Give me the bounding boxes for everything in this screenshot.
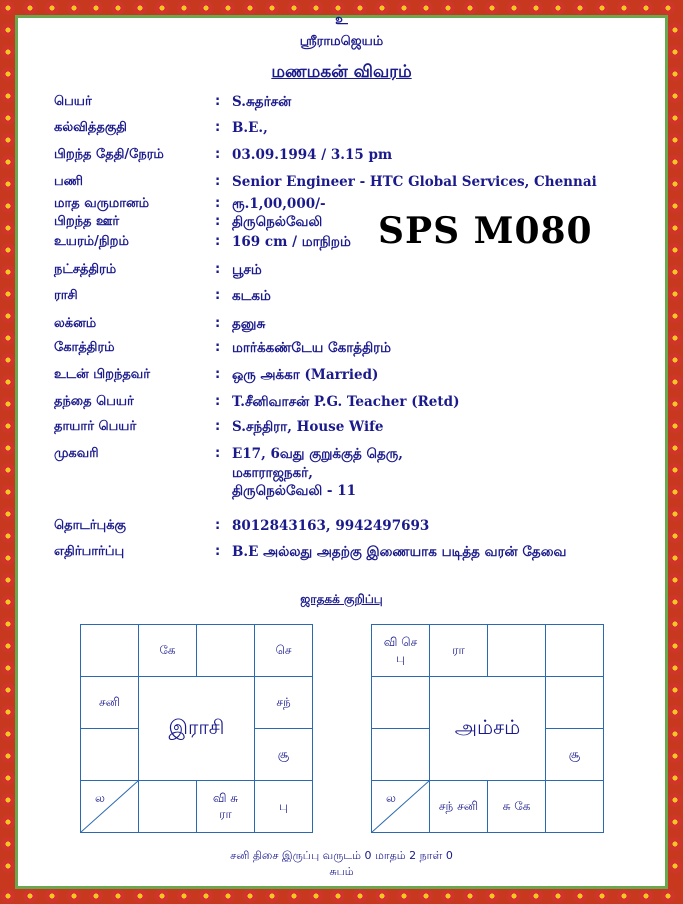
flower-ornament: [1, 133, 15, 147]
flower-ornament: [1, 221, 15, 235]
flower-ornament: [1, 441, 15, 455]
amsam-house-planets: சு கே: [502, 798, 531, 813]
flower-ornament: [1, 661, 15, 675]
flower-ornament: [1, 485, 15, 499]
flower-ornament: [1, 375, 15, 389]
flower-ornament: [668, 331, 682, 345]
detail-value: ரூ.1,00,000/-: [232, 196, 326, 212]
detail-colon: :: [215, 147, 221, 162]
detail-colon: :: [215, 94, 221, 109]
flower-ornament: [668, 727, 682, 741]
rasi-house-cell: [255, 677, 313, 729]
flower-ornament: [668, 771, 682, 785]
amsam-house-planets: சூ: [568, 746, 581, 761]
amsam-house-cell: [372, 625, 430, 677]
flower-ornament: [155, 889, 169, 903]
flower-ornament: [668, 485, 682, 499]
flower-ornament: [287, 889, 301, 903]
flower-ornament: [89, 889, 103, 903]
amsam-house-planets: ல: [386, 791, 396, 805]
detail-label: உடன் பிறந்தவர்: [54, 367, 151, 382]
detail-colon: :: [215, 262, 221, 277]
rasi-house-cell: [255, 781, 313, 833]
detail-colon: :: [215, 120, 221, 135]
flower-ornament: [668, 397, 682, 411]
detail-value: T.சீனிவாசன் P.G. Teacher (Retd): [232, 394, 460, 410]
flower-ornament: [1, 889, 15, 903]
flower-ornament: [668, 89, 682, 103]
amsam-house-cell: [372, 729, 430, 781]
flower-ornament: [639, 889, 653, 903]
flower-ornament: [353, 889, 367, 903]
amsam-house-planets: சந் சனி: [438, 798, 479, 813]
rasi-house-planets: சூ: [277, 746, 290, 761]
detail-colon: :: [215, 518, 221, 533]
detail-value: திருநெல்வேலி: [232, 214, 323, 230]
detail-colon: :: [215, 340, 221, 355]
amsam-chart: [371, 624, 604, 833]
flower-ornament: [529, 889, 543, 903]
flower-ornament: [1, 463, 15, 477]
detail-label: பிறந்த தேதி/நேரம்: [54, 147, 164, 162]
detail-colon: :: [215, 174, 221, 189]
amsam-house-cell: [546, 625, 604, 677]
amsam-house-cell: [372, 677, 430, 729]
flower-ornament: [617, 889, 631, 903]
rasi-house-cell: [197, 625, 255, 677]
flower-ornament: [668, 133, 682, 147]
rasi-house-planets: சந்: [276, 694, 291, 709]
detail-colon: :: [215, 446, 221, 461]
closing-blessing: சுபம்: [329, 865, 354, 878]
flower-ornament: [668, 793, 682, 807]
rasi-house-cell: [81, 625, 139, 677]
flower-ornament: [661, 889, 675, 903]
flower-ornament: [419, 889, 433, 903]
rasi-house-planets: ல: [95, 791, 105, 805]
flower-ornament: [1, 683, 15, 697]
flower-ornament: [23, 889, 37, 903]
flower-ornament: [668, 683, 682, 697]
flower-ornament: [1, 177, 15, 191]
flower-ornament: [668, 419, 682, 433]
flower-ornament: [668, 243, 682, 257]
detail-colon: :: [215, 196, 221, 211]
amsam-center-label: அம்சம்: [430, 677, 546, 781]
profile-code: SPS M080: [378, 210, 593, 252]
detail-label: லக்னம்: [54, 316, 97, 331]
detail-colon: :: [215, 394, 221, 409]
detail-value: E17, 6வது குறுக்குத் தெரு,: [232, 446, 403, 462]
flower-ornament: [1, 617, 15, 631]
flower-ornament: [177, 889, 191, 903]
amsam-house-cell: [546, 781, 604, 833]
page-title: மணமகன் விவரம்: [271, 62, 412, 82]
flower-ornament: [668, 529, 682, 543]
flower-ornament: [1, 331, 15, 345]
flower-ornament: [668, 551, 682, 565]
flower-ornament: [1, 793, 15, 807]
detail-label: ராசி: [54, 288, 78, 303]
rasi-house-cell: [255, 729, 313, 781]
flower-ornament: [1, 727, 15, 741]
flower-ornament: [668, 265, 682, 279]
flower-ornament: [243, 889, 257, 903]
rasi-house-planets: பு: [279, 798, 288, 813]
amsam-house-planets: வி செ பு: [383, 634, 418, 665]
detail-colon: :: [215, 316, 221, 331]
flower-ornament: [595, 889, 609, 903]
detail-label: பணி: [54, 174, 84, 189]
flower-ornament: [668, 463, 682, 477]
rasi-center-label: இராசி: [139, 677, 255, 781]
flower-ornament: [1, 639, 15, 653]
flower-ornament: [668, 287, 682, 301]
rasi-house-cell: [81, 729, 139, 781]
flower-ornament: [668, 375, 682, 389]
flower-ornament: [668, 155, 682, 169]
flower-ornament: [668, 221, 682, 235]
flower-ornament: [1, 155, 15, 169]
detail-value: 169 cm / மாநிறம்: [232, 234, 351, 250]
flower-ornament: [668, 507, 682, 521]
detail-value: ஒரு அக்கா (Married): [232, 367, 379, 383]
flower-ornament: [111, 889, 125, 903]
flower-ornament: [551, 889, 565, 903]
flower-ornament: [1, 199, 15, 213]
flower-ornament: [1, 419, 15, 433]
detail-value: பூசம்: [232, 262, 262, 278]
detail-value: 8012843163, 9942497693: [232, 518, 430, 534]
flower-ornament: [397, 889, 411, 903]
flower-ornament: [485, 889, 499, 903]
flower-ornament: [375, 889, 389, 903]
flower-ornament: [668, 617, 682, 631]
flower-ornament: [1, 353, 15, 367]
detail-value: Senior Engineer - HTC Global Services, Chennai: [232, 174, 597, 190]
rasi-house-planets: வி சு ரா: [212, 790, 239, 821]
detail-label: மாத வருமானம்: [54, 196, 150, 211]
rasi-house-cell: [255, 625, 313, 677]
flower-ornament: [265, 889, 279, 903]
flower-ornament: [1, 309, 15, 323]
amsam-house-cell: [488, 781, 546, 833]
flower-ornament: [199, 889, 213, 903]
flower-ornament: [1, 551, 15, 565]
detail-label: கல்வித்தகுதி: [54, 120, 127, 135]
flower-ornament: [668, 177, 682, 191]
detail-label: தந்தை பெயர்: [54, 394, 134, 409]
detail-colon: :: [215, 544, 221, 559]
amsam-house-planets: ரா: [452, 642, 465, 657]
flower-ornament: [668, 353, 682, 367]
detail-value: கடகம்: [232, 288, 271, 304]
detail-value: மார்க்கண்டேய கோத்திரம்: [232, 340, 391, 356]
flower-ornament: [1, 573, 15, 587]
flower-ornament: [668, 111, 682, 125]
invocation-title: ஸ்ரீராமஜெயம்: [299, 34, 384, 49]
pillaiyar-suzhi: உ: [335, 12, 348, 28]
flower-ornament: [668, 749, 682, 763]
detail-colon: :: [215, 234, 221, 249]
flower-ornament: [668, 705, 682, 719]
flower-ornament: [331, 889, 345, 903]
detail-colon: :: [215, 288, 221, 303]
flower-ornament: [668, 815, 682, 829]
flower-ornament: [441, 889, 455, 903]
flower-ornament: [1, 507, 15, 521]
rasi-chart: [80, 624, 313, 833]
detail-label: முகவரி: [54, 446, 99, 461]
detail-value: மகாராஜநகர்,: [232, 465, 313, 481]
rasi-house-planets: செ: [275, 642, 292, 657]
detail-label: நட்சத்திரம்: [54, 262, 117, 277]
detail-value: 03.09.1994 / 3.15 pm: [232, 147, 393, 163]
detail-label: பிறந்த ஊர்: [54, 214, 120, 229]
detail-label: எதிர்பார்ப்பு: [54, 544, 125, 559]
flower-ornament: [668, 441, 682, 455]
amsam-house-cell: [372, 781, 430, 833]
flower-ornament: [1, 771, 15, 785]
amsam-house-cell: [546, 729, 604, 781]
detail-value: S.சுதர்சன்: [232, 94, 292, 110]
flower-ornament: [67, 889, 81, 903]
horoscope-heading: ஜாதகக் குறிப்பு: [300, 592, 383, 606]
flower-ornament: [507, 889, 521, 903]
flower-ornament: [573, 889, 587, 903]
detail-label: தொடர்புக்கு: [54, 518, 126, 533]
rasi-house-cell: [139, 781, 197, 833]
flower-ornament: [668, 661, 682, 675]
flower-ornament: [668, 573, 682, 587]
amsam-house-cell: [430, 781, 488, 833]
flower-ornament: [668, 639, 682, 653]
rasi-house-cell: [197, 781, 255, 833]
rasi-house-cell: [81, 677, 139, 729]
rasi-house-planets: சனி: [99, 694, 120, 709]
detail-colon: :: [215, 419, 221, 434]
lagna-diagonal: [81, 781, 138, 832]
amsam-house-cell: [546, 677, 604, 729]
flower-ornament: [668, 309, 682, 323]
flower-ornament: [1, 89, 15, 103]
flower-ornament: [1, 749, 15, 763]
detail-label: தாயார் பெயர்: [54, 419, 137, 434]
flower-ornament: [1, 705, 15, 719]
rasi-house-planets: கே: [159, 642, 176, 657]
flower-ornament: [1, 111, 15, 125]
flower-ornament: [1, 397, 15, 411]
amsam-house-cell: [430, 625, 488, 677]
flower-ornament: [668, 199, 682, 213]
flower-ornament: [309, 889, 323, 903]
flower-ornament: [463, 889, 477, 903]
flower-ornament: [221, 889, 235, 903]
flower-ornament: [1, 815, 15, 829]
flower-ornament: [1, 243, 15, 257]
detail-label: பெயர்: [54, 94, 92, 109]
lagna-diagonal: [372, 781, 429, 832]
flower-ornament: [133, 889, 147, 903]
flower-ornament: [1, 287, 15, 301]
dasa-balance: சனி திசை இருப்பு வருடம் 0 மாதம் 2 நாள் 0: [230, 849, 453, 862]
detail-value: S.சந்திரா, House Wife: [232, 419, 384, 435]
amsam-house-cell: [488, 625, 546, 677]
detail-value: B.E அல்லது அதற்கு இணையாக படித்த வரன் தேவை: [232, 544, 567, 560]
detail-value: தனுசு: [232, 316, 266, 332]
detail-value: B.E.,: [232, 120, 268, 136]
detail-colon: :: [215, 214, 221, 229]
rasi-house-cell: [81, 781, 139, 833]
flower-ornament: [45, 889, 59, 903]
detail-value: திருநெல்வேலி - 11: [232, 483, 356, 499]
detail-label: உயரம்/நிறம்: [54, 234, 129, 249]
flower-ornament: [1, 529, 15, 543]
rasi-house-cell: [139, 625, 197, 677]
detail-colon: :: [215, 367, 221, 382]
detail-label: கோத்திரம்: [54, 340, 115, 355]
flower-ornament: [1, 265, 15, 279]
